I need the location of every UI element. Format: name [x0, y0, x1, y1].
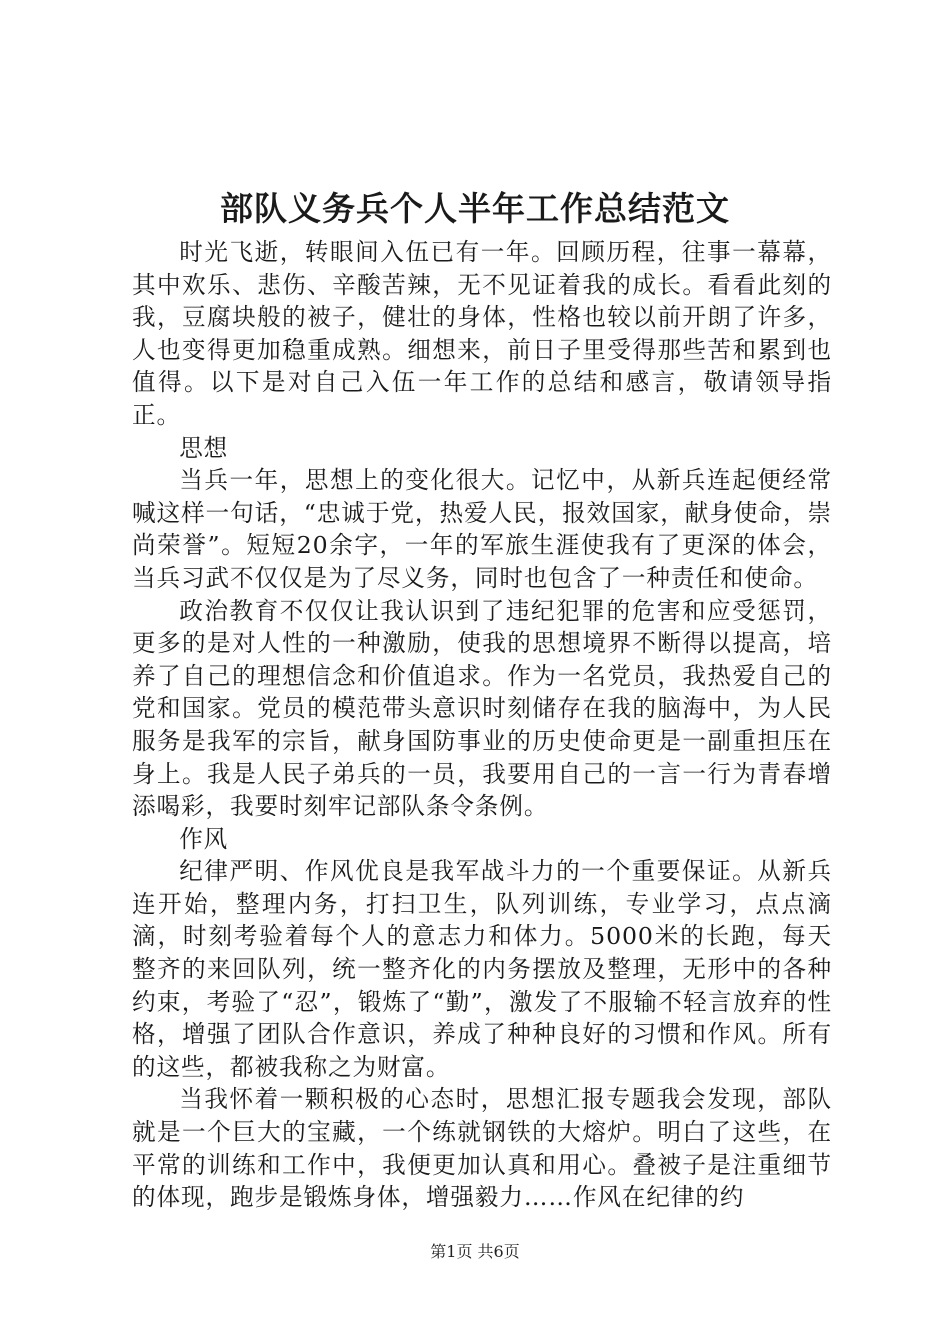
- page-footer: 第1页 共6页: [430, 1242, 520, 1261]
- paragraph: 当我怀着一颗积极的心态时，思想汇报专题我会发现，部队就是一个巨大的宝藏，一个练就钢铁的大熔炉。明白了这些，在平常的训练和工作中，我便更加认真和用心。叠被子是注重细节的体现，跑步是锻炼身体，增强毅力……作风在纪律的约: [132, 1085, 832, 1212]
- paragraph: 当兵一年，思想上的变化很大。记忆中，从新兵连起便经常喊这样一句话，“忠诚于党，热爱人民，报效国家，献身使命，崇尚荣誉”。短短20余字，一年的军旅生涯使我有了更深的体会，当兵习武不仅仅是为了尽义务，同时也包含了一种责任和使命。: [132, 466, 832, 592]
- document-body: [132, 236, 832, 1214]
- section-heading-style: 作风: [179, 824, 229, 853]
- paragraph: 纪律严明、作风优良是我军战斗力的一个重要保证。从新兵连开始，整理内务，打扫卫生，队列训练，专业学习，点点滴滴，时刻考验着每个人的意志力和体力。5000米的长跑，每天整齐的来回队列，统一整齐化的内务摆放及整理，无形中的各种约束，考验了“忍”，锻炼了“勤”，激发了不服输不轻言放弃的性格，增强了团队合作意识，养成了种种良好的习惯和作风。所有的这些，都被我称之为财富。: [132, 857, 832, 1081]
- section-heading-thought: 思想: [179, 433, 229, 462]
- paragraph: 时光飞逝，转眼间入伍已有一年。回顾历程，往事一幕幕，其中欢乐、悲伤、辛酸苦辣，无不见证着我的成长。看看此刻的我，豆腐块般的被子，健壮的身体，性格也较以前开朗了许多，人也变得更加稳重成熟。细想来，前日子里受得那些苦和累到也值得。以下是对自己入伍一年工作的总结和感言，敬请领导指正。: [132, 238, 832, 429]
- document-title: 部队义务兵个人半年工作总结范文: [220, 189, 730, 228]
- paragraph: 政治教育不仅仅让我认识到了违纪犯罪的危害和应受惩罚，更多的是对人性的一种激励，使我的思想境界不断得以提高，培养了自己的理想信念和价值追求。作为一名党员，我热爱自己的党和国家。党员的模范带头意识时刻储存在我的脑海中，为人民服务是我军的宗旨，献身国防事业的历史使命更是一副重担压在身上。我是人民子弟兵的一员，我要用自己的一言一行为青春增添喝彩，我要时刻牢记部队条令条例。: [132, 596, 832, 821]
